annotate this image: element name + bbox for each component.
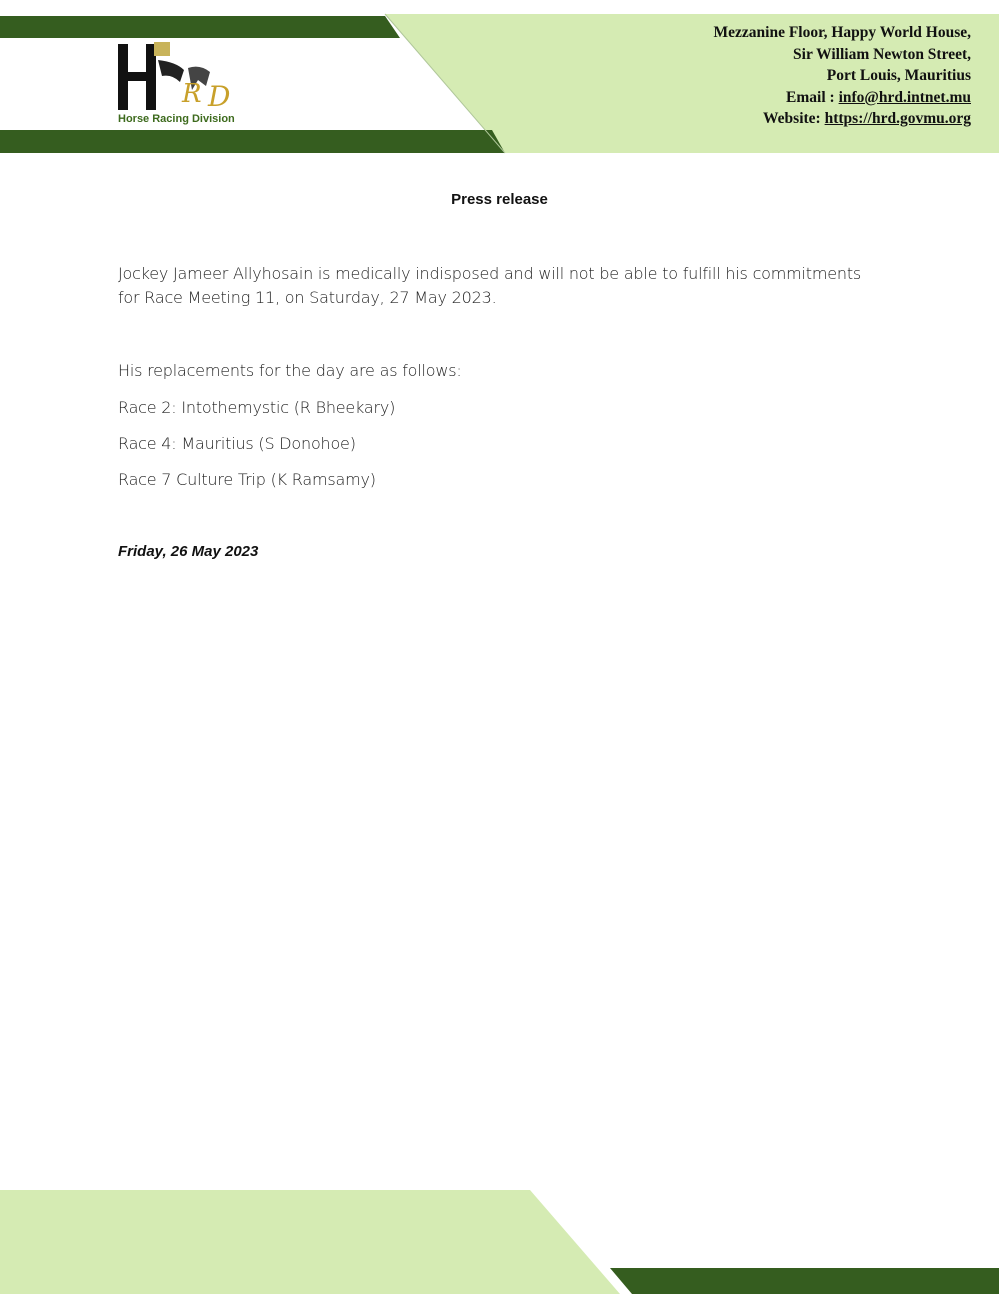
email-line bbox=[714, 87, 971, 109]
replacement-item: Race 2: Intothemystic (R Bheekary) bbox=[118, 398, 396, 417]
document-date: Friday, 26 May 2023 bbox=[118, 543, 259, 560]
svg-text:R: R bbox=[182, 79, 202, 109]
email-link[interactable]: info@hrd.intnet.mu bbox=[838, 88, 971, 106]
website-label: Website: bbox=[763, 110, 825, 127]
replacement-item: Race 4: Mauritius (S Donohoe) bbox=[118, 434, 356, 453]
footer-band bbox=[0, 1185, 999, 1294]
intro-line-2: for Race Meeting 11, on Saturday, 27 May 2023. bbox=[118, 288, 497, 307]
intro-line-1: Jockey Jameer Allyhosain is medically indisposed and will not be able to fulfill his commitments bbox=[118, 264, 862, 283]
email-label: Email : bbox=[786, 88, 839, 106]
website-link[interactable]: https://hrd.govmu.org bbox=[824, 110, 971, 127]
website-line bbox=[714, 108, 971, 130]
replacement-item: Race 7 Culture Trip (K Ramsamy) bbox=[118, 470, 376, 489]
address-line-3: Port Louis, Mauritius bbox=[826, 67, 971, 84]
document-title: Press release bbox=[451, 191, 548, 208]
svg-text:D: D bbox=[208, 80, 231, 113]
intro-paragraph bbox=[118, 262, 878, 310]
address-line-1: Mezzanine Floor, Happy World House, bbox=[713, 24, 971, 41]
address-block bbox=[714, 22, 971, 130]
address-line-2: Sir William Newton Street, bbox=[793, 45, 971, 63]
replacements-heading: His replacements for the day are as follows: bbox=[118, 361, 462, 380]
logo-caption: Horse Racing Division bbox=[118, 113, 235, 125]
